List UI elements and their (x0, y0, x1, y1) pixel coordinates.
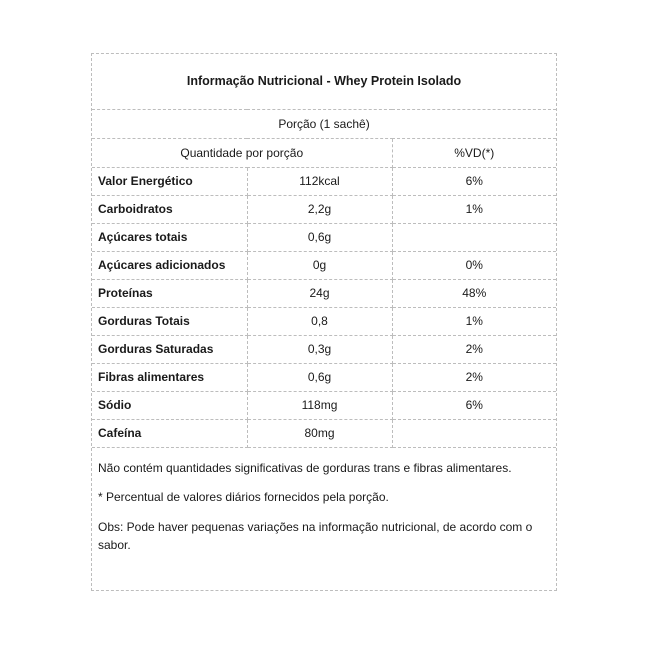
nutrient-name: Gorduras Totais (92, 307, 247, 335)
flavor-variation-note: Obs: Pode haver pequenas variações na informação nutricional, de acordo com o sabor. (98, 519, 533, 552)
table-row (92, 391, 556, 419)
nutrient-quantity: 0,8 (247, 307, 392, 335)
table-row (92, 279, 556, 307)
footnotes (92, 459, 556, 554)
nutrient-name: Proteínas (92, 279, 247, 307)
nutrient-quantity: 2,2g (247, 195, 392, 223)
nutrient-quantity: 24g (247, 279, 392, 307)
nutrient-vd: 6% (392, 167, 556, 195)
nutrient-quantity: 0,3g (247, 335, 392, 363)
nutrient-vd: 6% (392, 391, 556, 419)
nutrient-name: Fibras alimentares (92, 363, 247, 391)
nutrient-quantity: 0g (247, 251, 392, 279)
nutrient-vd: 1% (392, 307, 556, 335)
nutrient-quantity: 0,6g (247, 223, 392, 251)
table-row (92, 195, 556, 223)
nutrient-name: Gorduras Saturadas (92, 335, 247, 363)
nutrient-vd: 48% (392, 279, 556, 307)
vd-header: %VD(*) (392, 138, 556, 167)
nutrient-quantity: 112kcal (247, 167, 392, 195)
nutrition-table (92, 54, 556, 448)
nutrient-vd: 2% (392, 363, 556, 391)
nutrient-quantity: 118mg (247, 391, 392, 419)
table-row (92, 223, 556, 251)
table-row (92, 167, 556, 195)
nutrient-vd: 0% (392, 251, 556, 279)
title-row (92, 54, 556, 109)
nutrient-name: Açúcares adicionados (92, 251, 247, 279)
nutrient-vd (392, 223, 556, 251)
table-row (92, 363, 556, 391)
nutrient-name: Açúcares totais (92, 223, 247, 251)
table-row (92, 335, 556, 363)
table-row (92, 307, 556, 335)
nutrient-name: Cafeína (92, 419, 247, 447)
nutrient-quantity: 80mg (247, 419, 392, 447)
nutrient-vd: 1% (392, 195, 556, 223)
nutrient-vd (392, 419, 556, 447)
nutrient-name: Carboidratos (92, 195, 247, 223)
table-row (92, 251, 556, 279)
trans-fat-note: Não contém quantidades significativas de gorduras trans e fibras alimentares. (98, 460, 512, 475)
nutrient-name: Sódio (92, 391, 247, 419)
column-header-row (92, 138, 556, 167)
nutrient-vd: 2% (392, 335, 556, 363)
portion-size: Porção (1 sachê) (92, 109, 556, 138)
quantity-header: Quantidade por porção (92, 138, 392, 167)
table-title: Informação Nutricional - Whey Protein Isolado (92, 54, 556, 109)
nutrient-quantity: 0,6g (247, 363, 392, 391)
nutrient-name: Valor Energético (92, 167, 247, 195)
table-row (92, 419, 556, 447)
daily-value-note: * Percentual de valores diários fornecidos pela porção. (98, 489, 389, 504)
portion-row (92, 109, 556, 138)
nutrition-facts-panel (91, 53, 557, 591)
